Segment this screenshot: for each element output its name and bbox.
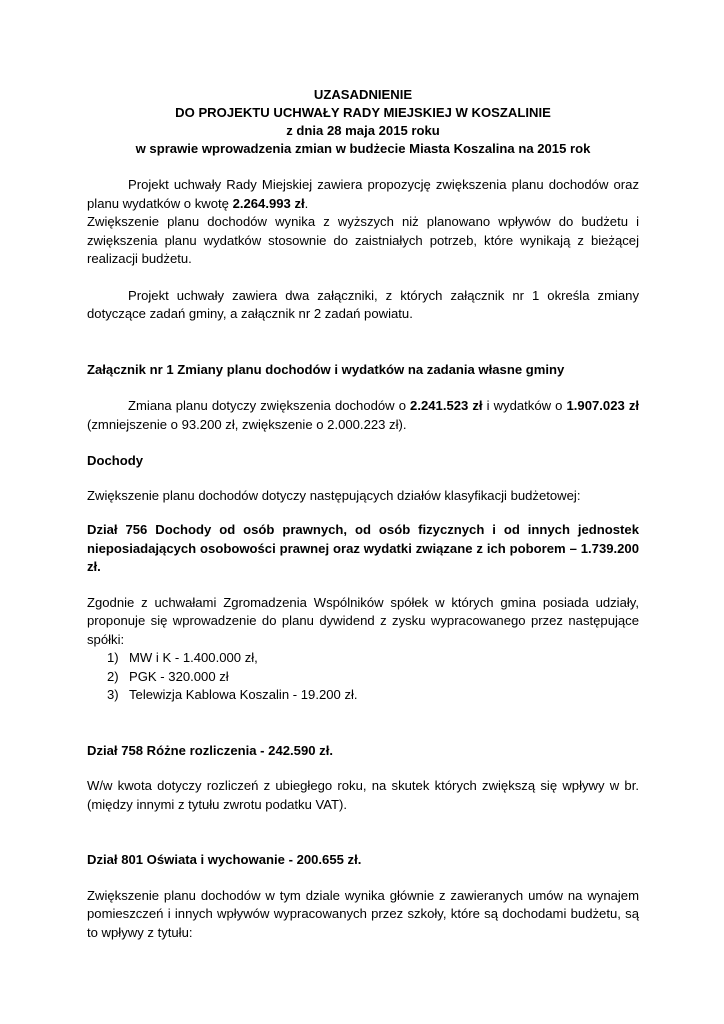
intro-amount: 2.264.993 zł [232, 195, 305, 211]
section-756-text: Zgodnie z uchwałami Zgromadzenia Wspólników spółek w których gmina posiada udziały, proponuje się wprowadzenie do planu dywidend z zysku wypracowanego przez następujące spółki: [87, 594, 639, 647]
dividend-list [87, 649, 639, 705]
attachment1-change-paragraph [87, 397, 639, 434]
change-text-2: i wydatków o [482, 398, 567, 413]
change-text-1: Zmiana planu dotyczy zwiększenia dochodów o [128, 398, 411, 413]
section-758-text: W/w kwota dotyczy rozliczeń z ubiegłego roku, na skutek których zwiększą się wpływy w br. (między innymi z tytułu zwrotu podatku VAT). [87, 778, 639, 812]
intro-end: . [304, 195, 309, 211]
intro-text: Projekt uchwały Rady Miejskiej zawiera propozycję zwiększenia planu dochodów oraz planu wydatków o kwotę [87, 177, 639, 211]
header-date: z dnia 28 maja 2015 roku [286, 123, 440, 138]
attachment1-heading: Załącznik nr 1 Zmiany planu dochodów i wydatków na zadania własne gminy [87, 361, 565, 377]
list-item-text: MW i K - 1.400.000 zł, [129, 650, 258, 665]
change-amount-income: 2.241.523 zł [410, 398, 483, 413]
section-758-heading: Dział 758 Różne rozliczenia - 242.590 zł. [87, 742, 333, 758]
change-text-3: (zmniejszenie o 93.200 zł, zwiększenie o 2.000.223 zł). [87, 416, 407, 432]
list-item-number: 3) [107, 687, 119, 702]
section-756-heading: Dział 756 Dochody od osób prawnych, od osób fizycznych i od innych jednostek nieposiadających osobowości prawnej oraz wydatki związane z ich poborem – 1.739.200 zł. [87, 522, 639, 574]
income-intro: Zwiększenie planu dochodów dotyczy następujących działów klasyfikacji budżetowej: [87, 487, 581, 503]
section-801-heading: Dział 801 Oświata i wychowanie - 200.655 zł. [87, 852, 362, 867]
list-item [87, 668, 639, 687]
list-item-text: PGK - 320.000 zł [129, 668, 229, 684]
document-header [87, 86, 639, 158]
list-item-number: 1) [107, 650, 119, 665]
intro-paragraph-3: Projekt uchwały zawiera dwa załączniki, z których załącznik nr 1 określa zmiany dotyczące zadań gminy, a załącznik nr 2 zadań powiatu. [87, 287, 639, 321]
intro-paragraph-2: Zwiększenie planu dochodów wynika z wyższych niż planowano wpływów do budżetu i zwiększenia planu wydatków stosownie do zaistniałych potrzeb, które wynikają z bieżącej realizacji budżetu. [87, 214, 639, 266]
change-amount-expenses: 1.907.023 zł [566, 398, 640, 413]
header-subject: w sprawie wprowadzenia zmian w budżecie Miasta Koszalina na 2015 rok [135, 141, 591, 156]
document-page [87, 86, 639, 942]
list-item [87, 686, 639, 705]
section-801-text: Zwiększenie planu dochodów w tym dziale wynika głównie z zawieranych umów na wynajem pomieszczeń i innych wpływów wypracowanych przez szkoły, które są dochodami budżetu, są to wpływy z tytułu: [87, 887, 639, 940]
list-item-text: Telewizja Kablowa Koszalin - 19.200 zł. [129, 687, 358, 702]
header-title: UZASADNIENIE [313, 87, 413, 102]
header-subtitle: DO PROJEKTU UCHWAŁY RADY MIEJSKIEJ W KOSZALINIE [175, 105, 551, 120]
intro-paragraph [87, 176, 639, 213]
list-item-number: 2) [107, 668, 119, 684]
list-item [87, 649, 639, 668]
income-heading: Dochody [87, 453, 144, 468]
